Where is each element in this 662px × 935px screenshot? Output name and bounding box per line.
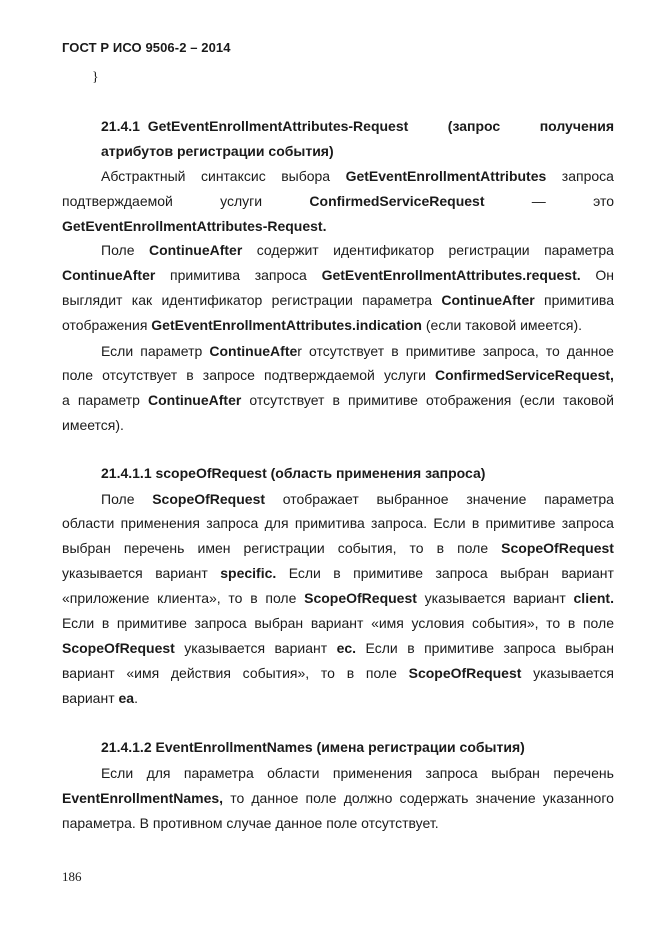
paragraph-line: ContinueAfter примитива запроса GetEventEnrollmentAttributes.request. Он [62, 267, 614, 283]
paragraph-line: отображения GetEventEnrollmentAttributes.indication (если таковой имеется). [62, 317, 583, 333]
section-heading-21-4-1-cont: атрибутов регистрации события) [101, 143, 334, 159]
paragraph-line: ScopeOfRequest указывается вариант ec. Если в примитиве запроса выбран [62, 640, 614, 656]
paragraph-line: Если в примитиве запроса выбран вариант «имя условия события», то в поле [62, 615, 614, 631]
paragraph-line: поле отсутствует в запросе подтверждаемой услуги ConfirmedServiceRequest, [62, 367, 614, 383]
section-heading-21-4-1-1: 21.4.1.1 scopeOfRequest (область применения запроса) [101, 465, 486, 481]
paragraph-line: «приложение клиента», то в поле ScopeOfRequest указывается вариант client. [62, 590, 614, 606]
paragraph-line: имеется). [62, 417, 124, 433]
paragraph-line: Если для параметра области применения запроса выбран перечень [101, 765, 614, 781]
paragraph-line: вариант «имя действия события», то в поле ScopeOfRequest указывается [62, 665, 614, 681]
paragraph-line: GetEventEnrollmentAttributes-Request. [62, 218, 327, 234]
paragraph-line: области применения запроса для примитива запроса. Если в примитиве запроса [62, 515, 614, 531]
paragraph-line: указывается вариант specific. Если в примитиве запроса выбран вариант [62, 565, 614, 581]
section-heading-21-4-1-2: 21.4.1.2 EventEnrollmentNames (имена регистрации события) [101, 739, 525, 755]
paragraph-line: вариант ea. [62, 690, 138, 706]
paragraph-line: параметра. В противном случае данное поле отсутствует. [62, 815, 439, 831]
closing-brace: } [92, 70, 99, 85]
document-header: ГОСТ Р ИСО 9506-2 – 2014 [62, 40, 231, 55]
paragraph-line: выглядит как идентификатор регистрации параметра ContinueAfter примитива [62, 292, 614, 308]
paragraph-line: Поле ScopeOfRequest отображает выбранное значение параметра [101, 491, 614, 507]
paragraph-line: EventEnrollmentNames, то данное поле должно содержать значение указанного [62, 790, 614, 806]
paragraph-line: Поле ContinueAfter содержит идентификатор регистрации параметра [101, 242, 614, 258]
paragraph-line: Абстрактный синтаксис выбора GetEventEnrollmentAttributes запроса [101, 168, 614, 184]
paragraph-line: подтверждаемой услуги ConfirmedServiceRequest — это [62, 193, 614, 209]
paragraph-line: выбран перечень имен регистрации события, то в поле ScopeOfRequest [62, 540, 614, 556]
section-heading-21-4-1: 21.4.1 GetEventEnrollmentAttributes-Request (запрос получения [101, 118, 614, 134]
page-number: 186 [62, 869, 82, 884]
paragraph-line: а параметр ContinueAfter отсутствует в примитиве отображения (если таковой [62, 392, 614, 408]
paragraph-line: Если параметр ContinueAfter отсутствует в примитиве запроса, то данное [101, 343, 614, 359]
